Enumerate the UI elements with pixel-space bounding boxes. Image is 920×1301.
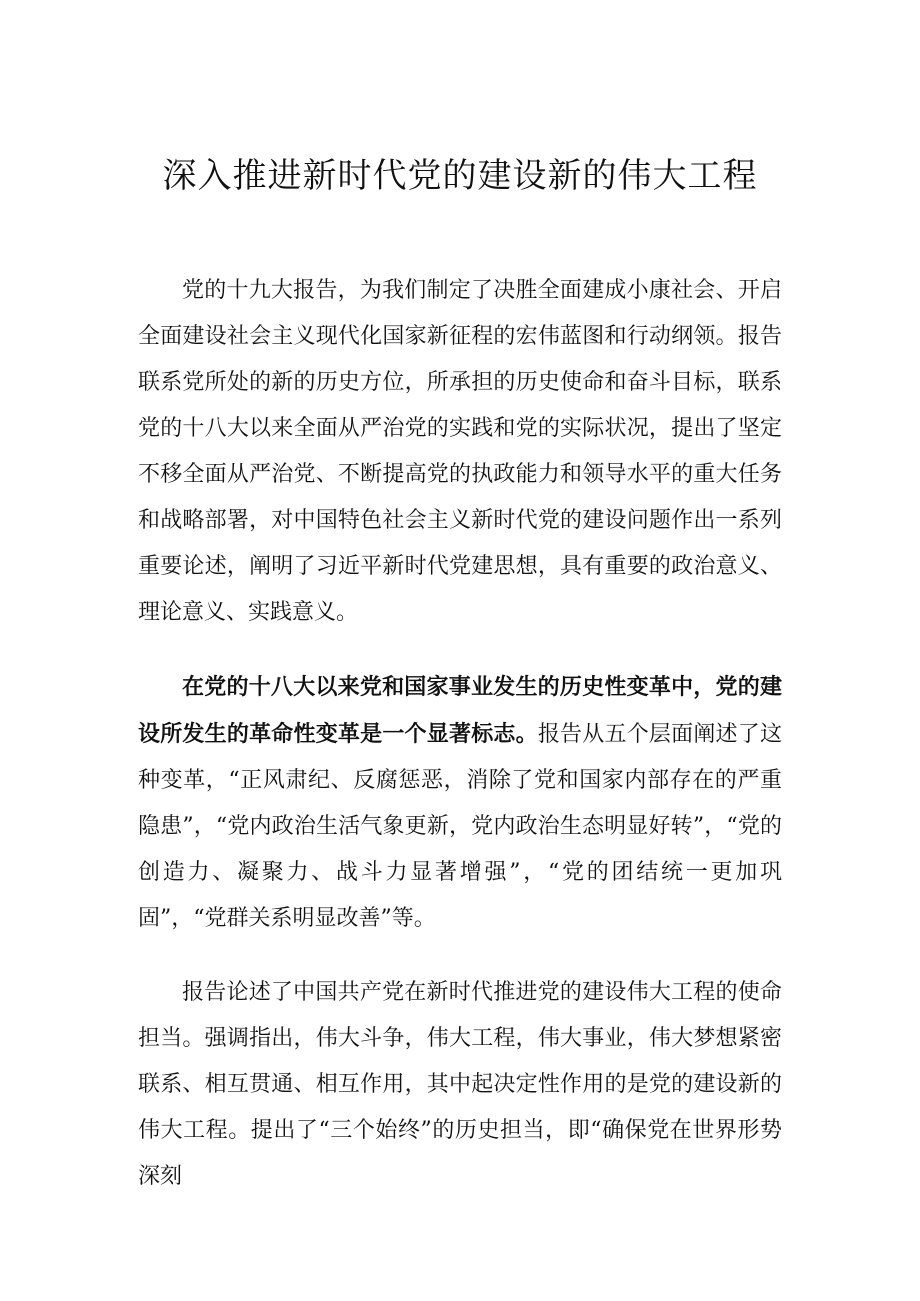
paragraph-2 xyxy=(138,664,782,942)
paragraph-2-text: 报告从五个层面阐述了这种变革，“正风肃纪、反腐惩恶，消除了党和国家内部存在的严重隐患”，“党内政治生活气象更新，党内政治生态明显好转”，“党的创造力、凝聚力、战斗力显著增强”，“党的团结统一更加巩固”，“党群关系明显改善”等。 xyxy=(138,722,782,931)
paragraph-1: 党的十九大报告，为我们制定了决胜全面建成小康社会、开启全面建设社会主义现代化国家新征程的宏伟蓝图和行动纲领。报告联系党所处的新的历史方位，所承担的历史使命和奋斗目标，联系党的十八大以来全面从严治党的实践和党的实际状况，提出了坚定不移全面从严治党、不断提高党的执政能力和领导水平的重大任务和战略部署，对中国特色社会主义新时代党的建设问题作出一系列重要论述，阐明了习近平新时代党建思想，具有重要的政治意义、理论意义、实践意义。 xyxy=(138,278,782,625)
paragraph-3: 报告论述了中国共产党在新时代推进党的建设伟大工程的使命担当。强调指出，伟大斗争，伟大工程，伟大事业，伟大梦想紧密联系、相互贯通、相互作用，其中起决定性作用的是党的建设新的伟大工程。提出了“三个始终”的历史担当，即“确保党在世界形势深刻 xyxy=(138,980,782,1189)
document-body xyxy=(138,268,782,1228)
document-title: 深入推进新时代党的建设新的伟大工程 xyxy=(162,156,758,196)
paragraph-2-bold-lead: 在党的十八大以来党和国家事业发生的历史性变革中，党的建设所发生的革命性变革是一个显著标志。 xyxy=(138,674,782,747)
